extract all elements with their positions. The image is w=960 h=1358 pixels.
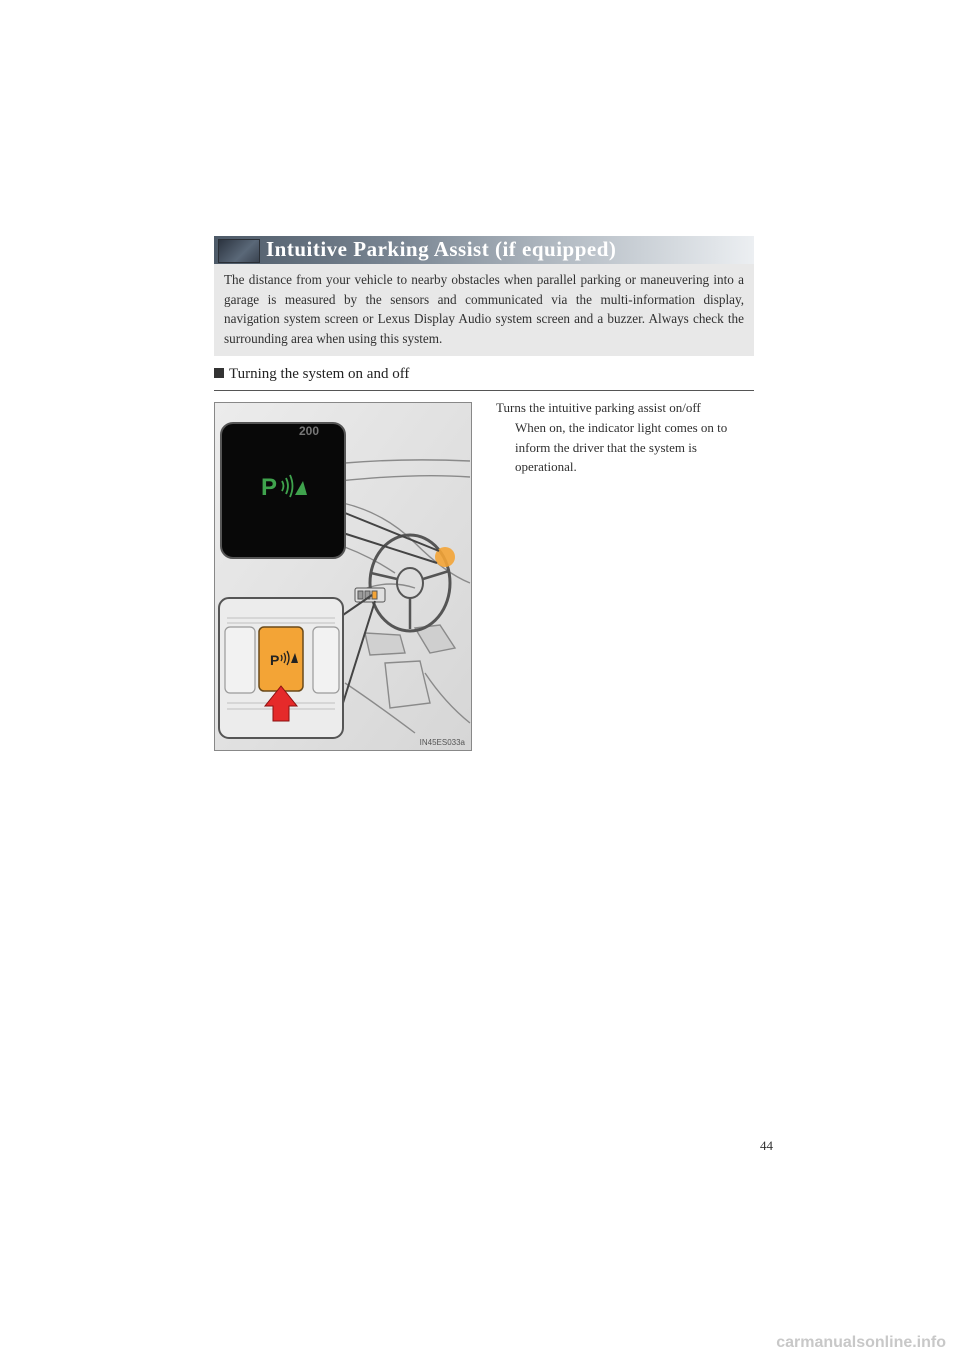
illustration-figure [214,402,472,751]
section-heading-text: Turning the system on and off [229,366,410,382]
dashboard-illustration [215,403,471,750]
speedometer-reading: 200 [299,424,320,438]
figure-code: IN45ES033a [419,738,465,747]
switch-panel [355,588,385,602]
section-thumbnail-icon [218,239,260,263]
section-title-bar [214,236,754,264]
parking-assist-button-icon: P [270,652,280,668]
section-heading [214,366,754,391]
page-number: 44 [760,1138,773,1153]
description-main: Turns the intuitive parking assist on/off [496,400,701,415]
watermark: carmanualsonline.info [776,1334,946,1351]
description-sub: When on, the indicator light comes on to inform the driver that the system is operational. [515,420,728,474]
intro-box [214,264,754,356]
indicator-inset [221,423,345,558]
page-title: Intuitive Parking Assist (if equipped) [266,237,617,261]
button-inset [219,598,343,738]
bullet-square-icon [214,368,224,378]
parking-assist-indicator-icon: P [261,474,278,501]
intro-text: The distance from your vehicle to nearby obstacles when parallel parking or maneuvering into a garage is measured by the sensors and communicated via the multi-information display, navigation system screen or Lexus Display Audio system screen and a buzzer. Always check the surrounding area when using this system. [224,272,744,346]
